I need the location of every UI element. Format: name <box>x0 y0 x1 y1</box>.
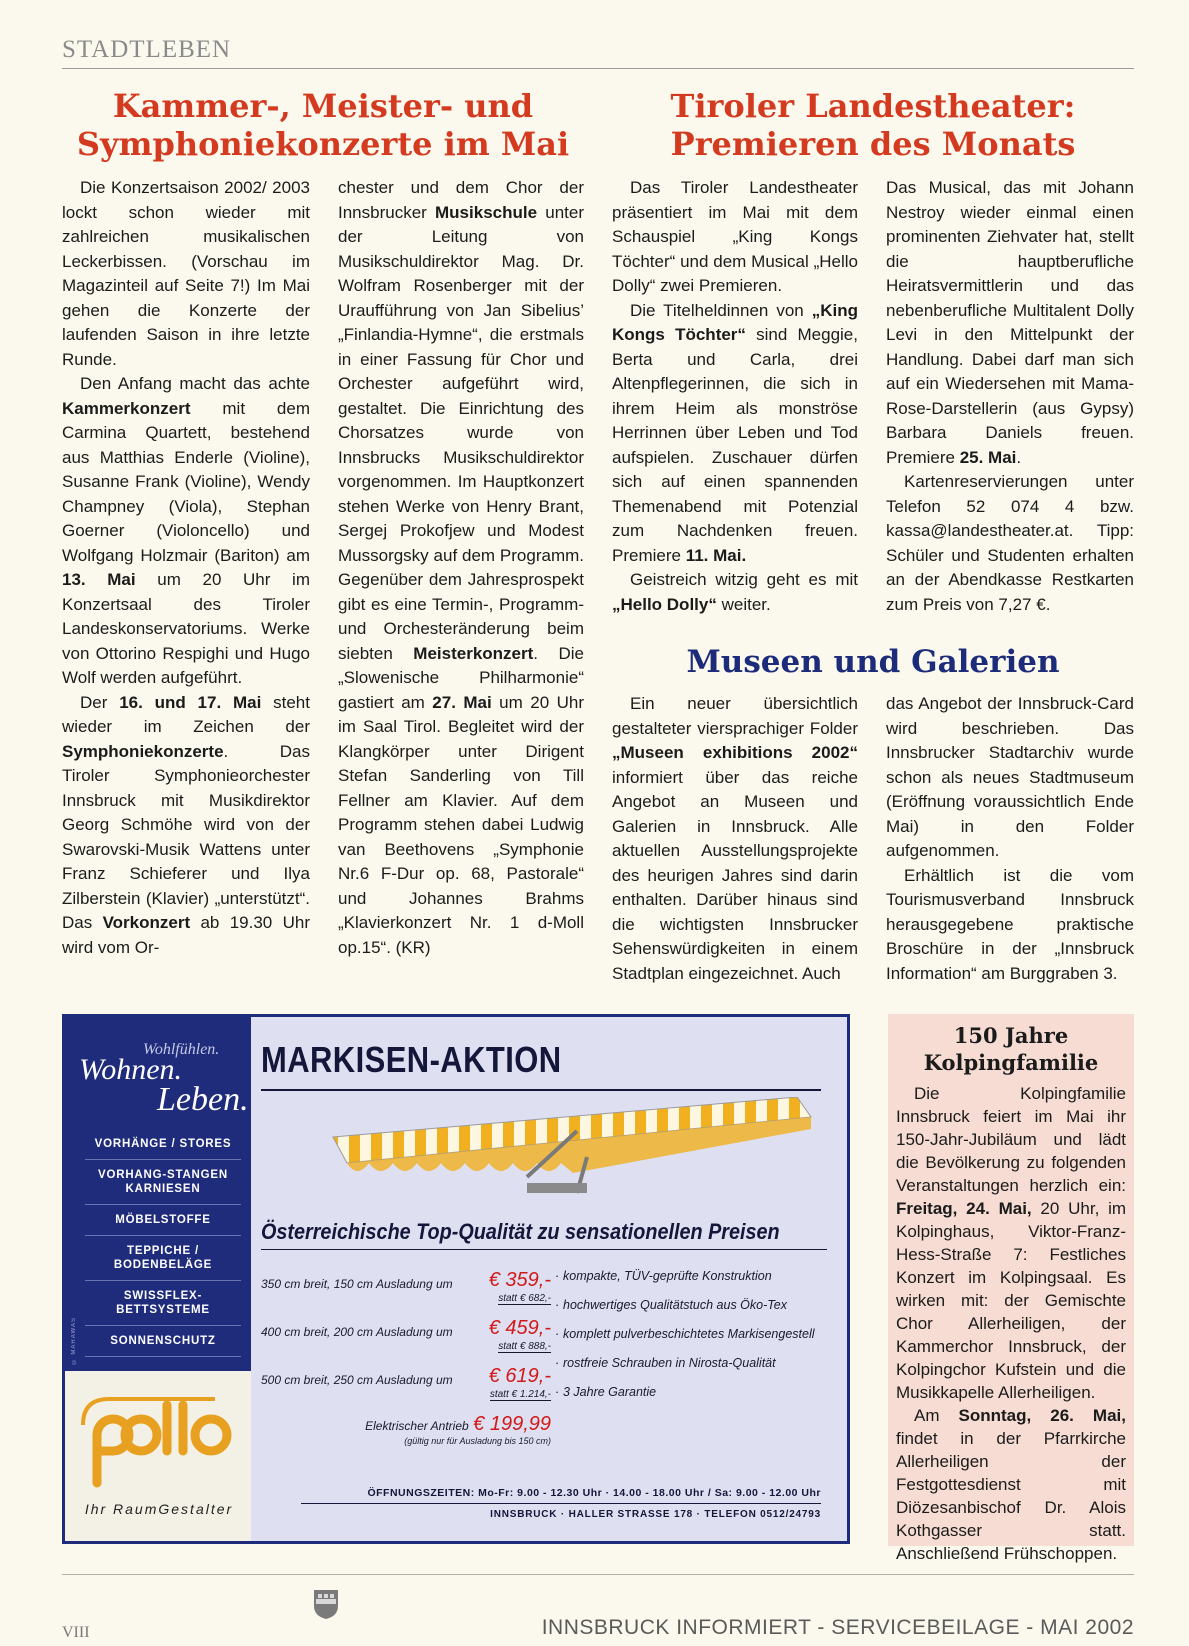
ad-brand-script-3: Leben. <box>157 1081 249 1118</box>
ad-product-list <box>85 1129 241 1357</box>
ad-credit: © MARAWAS <box>71 1317 77 1365</box>
electric-drive-label: Elektrischer Antrieb <box>365 1419 469 1433</box>
price-value: € 619,- <box>488 1365 551 1387</box>
ad-feature-item: · rostfreie Schrauben in Nirosta-Qualität <box>555 1354 845 1373</box>
museen-column-1 <box>612 692 858 986</box>
museen-column-2 <box>886 692 1134 986</box>
kolping-headline <box>896 1022 1126 1076</box>
body-paragraph: Die Kolpingfamilie Innsbruck feiert im Mai ihr 150-Jahr-Jubiläum und lädt die Bevölkerung zu folgenden Veranstaltungen herzlich ein: Freitag, 24. Mai, 20 Uhr, im Kolpinghaus, Viktor-Franz-Hess-Straße 7: Festliches Konzert im Kolpingsaal. Es wirken mit: der Gemischte Chor Allerheiligen, der Kammerchor Innsbruck, der Kolpingchor Kufstein und die Musikkapelle Allerheiligen. <box>896 1084 1127 1402</box>
theater-headline-line1: Tiroler Landestheater: <box>670 87 1076 125</box>
body-paragraph: Das Tiroler Landestheater präsentiert im Mai mit dem Schauspiel „King Kongs Töchter“ und dem Musical „Hello Dolly“ zwei Premieren. <box>612 178 858 295</box>
price-value: € 359,- <box>488 1269 551 1291</box>
theater-headline-line2: Premieren des Monats <box>670 124 1076 163</box>
konzerte-column-1 <box>62 176 310 960</box>
ad-title: MARKISEN-AKTION <box>261 1039 562 1080</box>
body-paragraph: Den Anfang macht das achte Kammerkonzert mit dem Carmina Quartett, bestehend aus Matthias Enderle (Violine), Susanne Frank (Violine), Wendy Champney (Viola), Stephan Goerner (Violoncello) und Wolfgang Holzmair (Bariton) am 13. Mai um 20 Uhr im Konzertsaal des Tiroler Landeskonservatoriums. Werke von Ottorino Respighi und Hugo Wolf werden aufgeführt. <box>62 374 310 687</box>
kolping-headline-line2: Kolpingfamilie <box>923 1050 1099 1075</box>
pollo-logo-icon <box>79 1395 239 1495</box>
ad-feature-item: · 3 Jahre Garantie <box>555 1383 845 1402</box>
body-paragraph: Die Konzertsaison 2002/ 2003 lockt schon wieder mit zahlreichen musikalischen Leckerbissen. (Vorschau im Magazinteil auf Seite 7!) Im Mai gehen die Konzerte der laufenden Saison in ihre letzte Runde. <box>62 178 310 369</box>
footer-rule <box>62 1574 1134 1575</box>
price-description: 500 cm breit, 250 cm Ausladung um <box>261 1373 453 1387</box>
kolping-body <box>896 1082 1126 1565</box>
ad-opening-hours: ÖFFNUNGSZEITEN: Mo-Fr: 9.00 - 12.30 Uhr · 14.00 - 18.00 Uhr / Sa: 9.00 - 12.00 Uhr <box>367 1487 821 1499</box>
body-paragraph: Kartenreservierungen unter Telefon 52 074 4 bzw. kassa@landestheater.at. Tipp: Schüler und Studenten erhalten an der Abendkasse Restkarten zum Preis von 7,27 €. <box>886 472 1134 614</box>
ad-product-item: MÖBELSTOFFE <box>85 1205 241 1236</box>
body-paragraph: Die Titelheldinnen von „King Kongs Töchter“ sind Meggie, Berta und Carla, drei Altenpflegerinnen, die sich in ihrem Heim als monströse Herrinnen über Leben und Tod aufspielen. Zuschauer dürfen sich auf einen spannenden Themenabend mit Potenzial zum Nachdenken freuen. Premiere 11. Mai. <box>612 300 858 565</box>
body-paragraph: Der 16. und 17. Mai steht wieder im Zeichen der Symphoniekonzerte. Das Tiroler Symphonieorchester Innsbruck mit Musikdirektor Georg Schmöhe wird von der Swarovski-Musik Wattens unter Franz Schieferer und Ilya Zilberstein (Klavier) „unterstützt“. Das Vorkonzert ab 19.30 Uhr wird vom Or- <box>62 692 310 957</box>
header-rule <box>62 68 1134 69</box>
body-paragraph: Am Sonntag, 26. Mai, findet in der Pfarrkirche Allerheiligen der Festgottesdienst mit Diözesanbischof Dr. Alois Kothgasser statt. Anschließend Frühschoppen. <box>896 1406 1126 1563</box>
ad-address: INNSBRUCK · HALLER STRASSE 178 · TELEFON 0512/24793 <box>490 1509 821 1520</box>
theater-column-1 <box>612 176 858 617</box>
ad-subtitle-rule <box>261 1249 827 1250</box>
price-old: statt € 888,- <box>498 1341 551 1352</box>
konzerte-headline <box>62 88 584 164</box>
ad-feature-list <box>555 1267 845 1412</box>
ad-product-item: TEPPICHE / BODENBELÄGE <box>85 1236 241 1281</box>
konzerte-headline-line1: Kammer-, Meister- und <box>112 87 534 125</box>
innsbruck-crest-icon <box>312 1586 340 1620</box>
ad-feature-item: · komplett pulverbeschichtetes Markisengestell <box>555 1325 845 1344</box>
body-paragraph: chester und dem Chor der Innsbrucker Musikschule unter der Leitung von Musikschuldirektor Mag. Dr. Wolfram Rosenberger mit der Uraufführung von Jan Sibelius’ „Finlandia-Hymne“, die erstmals in einer Fassung für Chor und Orchester aufgeführt wird, gestaltet. Die Einrichtung des Chorsatzes wurde von Innsbrucks Musikschuldirektor vorgenommen. Im Hauptkonzert stehen Werke von Henry Brant, Sergej Prokofjew und Modest Mussorgsky auf dem Programm. Gegenüber dem Jahresprospekt gibt es eine Termin-, Programm- und Orchesteränderung beim siebten Meisterkonzert. Die „Slowenische Philharmonie“ gastiert am 27. Mai um 20 Uhr im Saal Tirol. Begleitet wird der Klangkörper unter Dirigent Stefan Sanderling von Till Fellner am Klavier. Auf dem Programm stehen dabei Ludwig van Beethovens „Symphonie Nr.6 F-Dur op. 68, Pastorale“ und Johannes Brahms „Klavierkonzert Nr. 1 d-Moll op.15“. (KR) <box>338 178 585 957</box>
page-number: VIII <box>62 1624 90 1641</box>
ad-brand-script-1: Wohlfühlen. <box>143 1041 220 1058</box>
museen-headline: Museen und Galerien <box>686 644 1060 680</box>
electric-drive-price: € 199,99 <box>473 1413 551 1435</box>
awning-illustration-icon <box>327 1097 817 1207</box>
publication-footer: INNSBRUCK INFORMIERT - SERVICEBEILAGE - MAI 2002 <box>541 1616 1134 1639</box>
price-description: 400 cm breit, 200 cm Ausladung um <box>261 1325 453 1339</box>
ad-product-item: SONNENSCHUTZ <box>85 1326 241 1357</box>
ad-tagline: Ihr RaumGestalter <box>84 1501 234 1517</box>
ad-hours-rule <box>301 1503 821 1504</box>
ad-subtitle: Österreichische Top-Qualität zu sensationellen Preisen <box>261 1219 780 1244</box>
ad-feature-item: · hochwertiges Qualitätstuch aus Öko-Tex <box>555 1296 845 1315</box>
ad-product-item: VORHÄNGE / STORES <box>85 1129 241 1160</box>
electric-drive-note: (gültig nur für Ausladung bis 150 cm) <box>404 1436 551 1446</box>
konzerte-headline-line2: Symphoniekonzerte im Mai <box>76 124 570 163</box>
konzerte-column-2 <box>338 176 584 960</box>
price-old: statt € 1.214,- <box>489 1389 551 1400</box>
section-header: STADTLEBEN <box>62 36 232 63</box>
ad-brand-script-2: Wohnen. <box>79 1053 183 1086</box>
ad-feature-item: · kompakte, TÜV-geprüfte Konstruktion <box>555 1267 845 1286</box>
body-paragraph: das Angebot der Innsbruck-Card wird beschrieben. Das Innsbrucker Stadtarchiv wurde schon als neues Stadtmuseum (Eröffnung voraussichtlich Ende Mai) in den Folder aufgenommen. <box>886 694 1134 860</box>
ad-product-item: SWISSFLEX-BETTSYSTEME <box>85 1281 241 1326</box>
electric-drive-offer <box>347 1413 551 1446</box>
price-value: € 459,- <box>488 1317 551 1339</box>
theater-column-2 <box>886 176 1134 617</box>
price-description: 350 cm breit, 150 cm Ausladung um <box>261 1277 453 1291</box>
body-paragraph: Geistreich witzig geht es mit „Hello Dolly“ weiter. <box>612 570 858 614</box>
body-paragraph: Ein neuer übersichtlich gestalteter viersprachiger Folder „Museen exhibitions 2002“ informiert über das reiche Angebot an Museen und Galerien in Innsbruck. Alle aktuellen Ausstellungsprojekte des heurigen Jahres sind darin enthalten. Darüber hinaus sind die wichtigsten Innsbrucker Sehenswürdigkeiten in einem Stadtplan eingezeichnet. Auch <box>612 694 858 983</box>
kolping-headline-line1: 150 Jahre <box>953 1023 1069 1048</box>
ad-product-item: VORHANG-STANGEN KARNIESEN <box>85 1160 241 1205</box>
body-paragraph: Erhältlich ist die vom Tourismusverband Innsbruck herausgegebene praktische Broschüre in der „Innsbruck Information“ am Burggraben 3. <box>886 865 1134 983</box>
ad-title-rule <box>261 1089 821 1091</box>
body-paragraph: Das Musical, das mit Johann Nestroy wieder einmal einen prominenten Ziehvater hat, stellt die hauptberufliche Heiratsvermittlerin und das nebenberufliche Multitalent Dolly Levi in den Mittelpunkt der Handlung. Dabei darf man sich auf ein Wiedersehen mit Mama-Rose-Darstellerin (aus Gypsy) Barbara Daniels freuen. Premiere 25. Mai. <box>886 178 1134 467</box>
kolping-box <box>888 1014 1134 1563</box>
theater-headline <box>612 88 1134 164</box>
price-old: statt € 682,- <box>498 1293 551 1304</box>
pollo-advertisement <box>62 1014 850 1544</box>
